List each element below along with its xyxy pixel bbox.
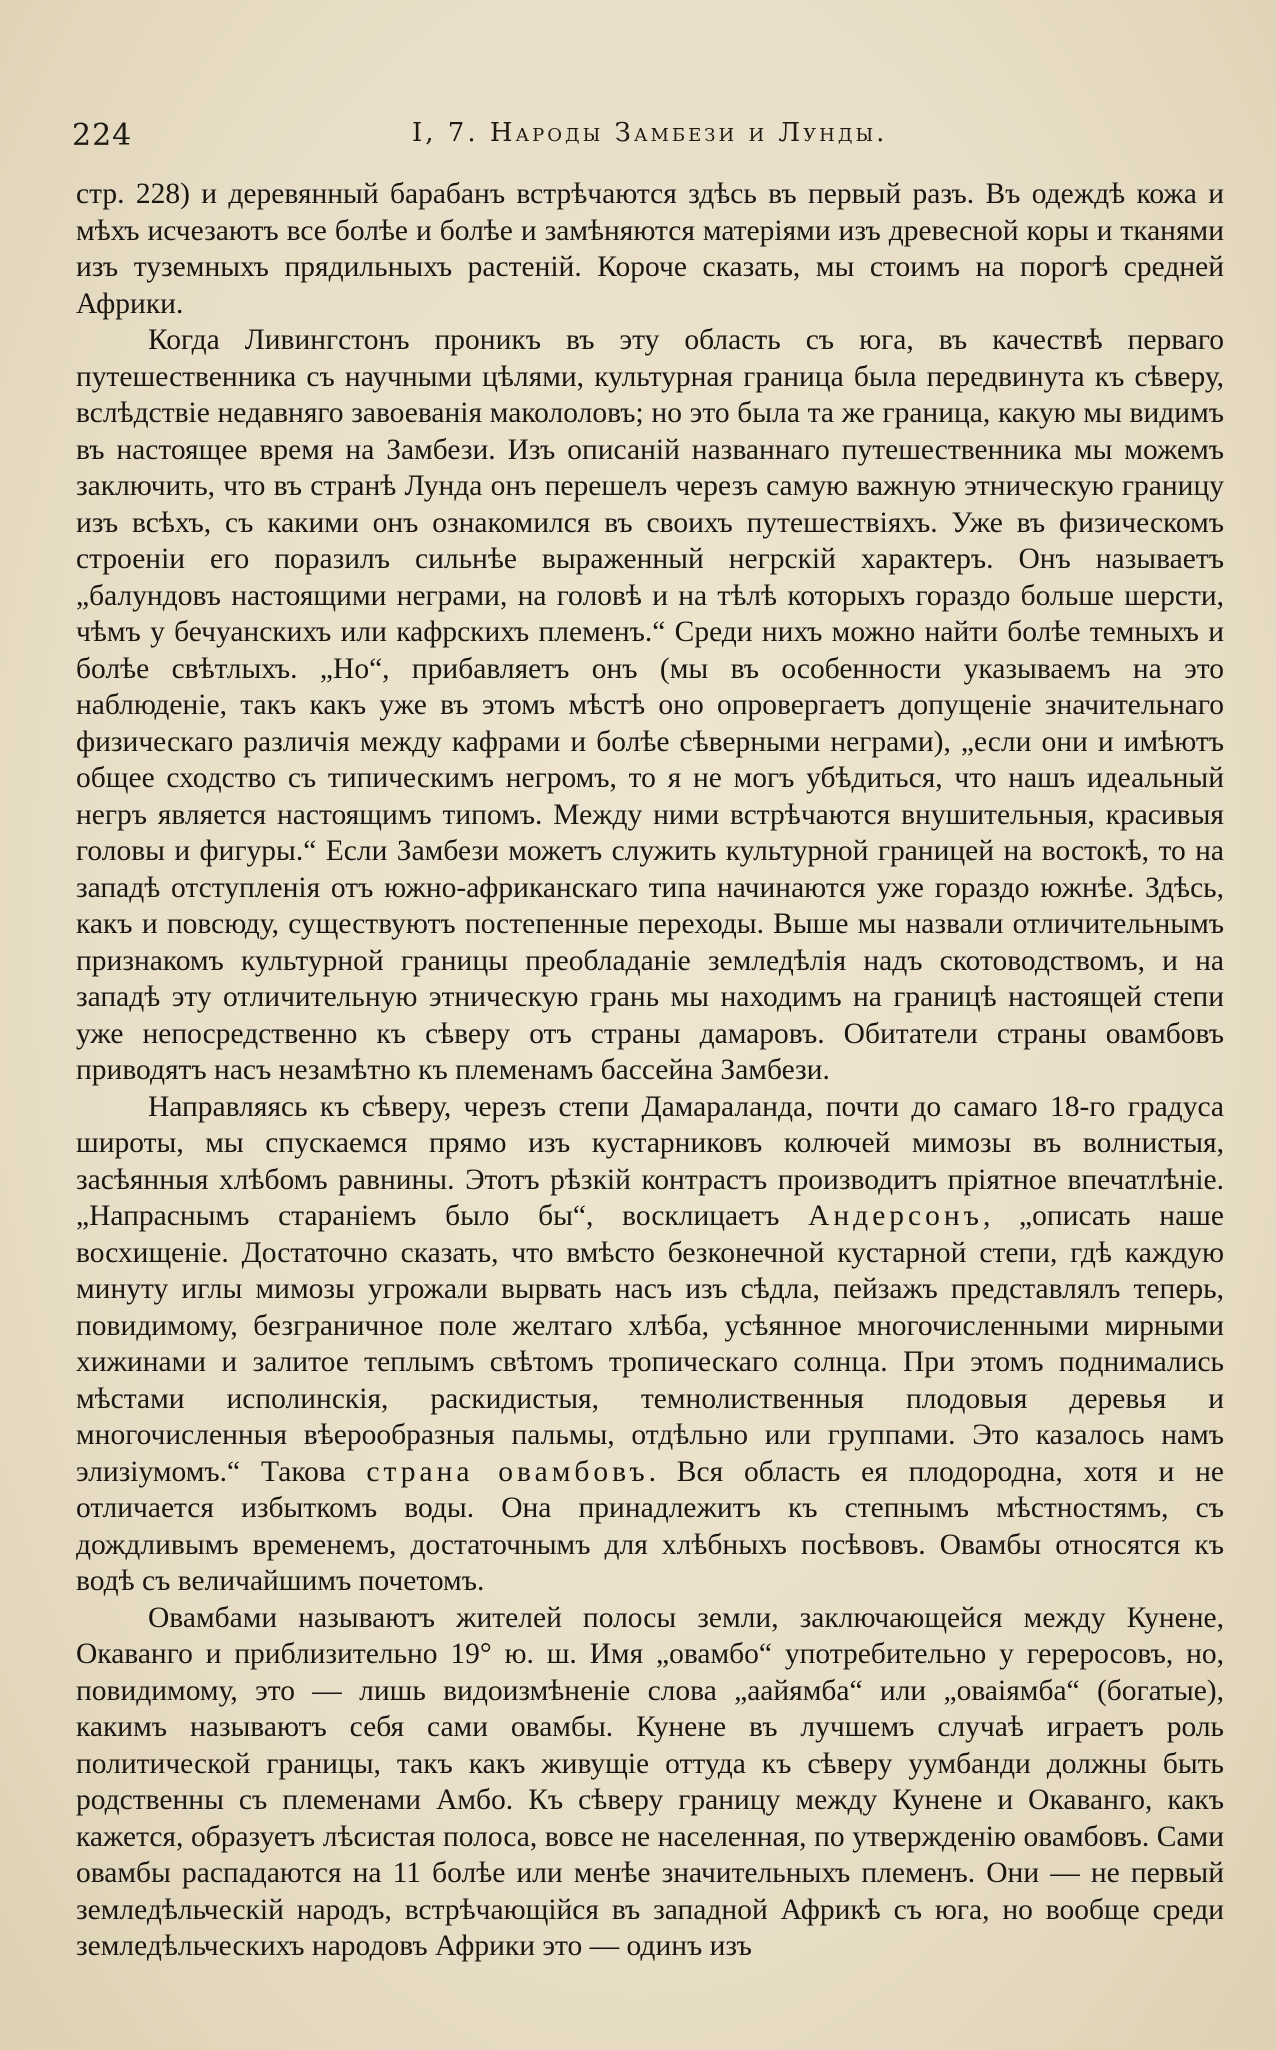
paragraph-text: Овамбами называютъ жителей полосы земли, заключающейся между Кунене, Окаванго и приблизительно 19° ю. ш. Имя „овамбо“ употребительно у гереросовъ, но, повидимому, это — лишь видоизмѣненіе слова „аайямба“ или „оваіямба“ (богатые), какимъ называютъ себя сами овамбы. Кунене въ лучшемъ случаѣ играетъ роль политической границы, такъ какъ живущіе оттуда къ сѣверу уумбанди должны быть родственны съ племенами Амбо. Къ сѣверу границу между Кунене и Окаванго, какъ кажется, образуетъ лѣсистая полоса, вовсе не населенная, по утвержденію овамбовъ. Сами овамбы распадаются на 11 болѣе или менѣе значительныхъ племенъ. Они — не первый земледѣльческій народъ, встрѣчающійся въ западной Африкѣ съ юга, но вообще среди земледѣльческихъ народовъ Африки это — одинъ изъ [76,1601,1224,1962]
paragraph-text: Направляясь къ сѣверу, черезъ степи Дамараланда, почти до самаго 18-го градуса широты, мы спускаемся прямо изъ кустарниковъ колючей мимозы въ волнистыя, засѣянныя хлѣбомъ равнины. Этотъ рѣзкій контрастъ производитъ пріятное впечатлѣніе. „Напраснымъ стараніемъ было бы“, восклицаетъ [76,1090,1224,1232]
page-header [72,118,1232,158]
running-head: I, 7. Народы Замбези и Лунды. [412,118,888,148]
body-text [76,176,1224,1965]
paragraph-text: . Вся область ея плодородна, хотя и не отличается избыткомъ воды. Она принадлежитъ къ степнымъ мѣстностямъ, съ дождливымъ временемъ, достаточнымъ для хлѣбныхъ посѣвовъ. Овамбы относятся къ водѣ съ величайшимъ почетомъ. [76,1455,1224,1597]
paragraph-text: стр. 228) и деревянный барабанъ встрѣчаются здѣсь въ первый разъ. Въ одеждѣ кожа и мѣхъ исчезаютъ все болѣе и болѣе и замѣняются матеріями изъ древесной коры и тканями изъ туземныхъ прядильныхъ растеній. Короче сказать, мы стоимъ на порогѣ средней Африки. [76,178,1224,320]
spaced-name-andersson: Андерсонъ [808,1200,983,1232]
paragraph [76,176,1224,322]
paragraph [76,1089,1224,1600]
page-number: 224 [72,118,133,153]
paragraph [76,1600,1224,1965]
paragraph [76,322,1224,1089]
paragraph-text: , „описать наше восхищеніе. Достаточно сказать, что вмѣсто безконечной кустарной степи, гдѣ каждую минуту иглы мимозы угрожали вырвать насъ изъ сѣдла, пейзажъ представлялъ теперь, повидимому, безграничное поле желтаго хлѣба, усѣянное многочисленными мирными хижинами и залитое теплымъ свѣтомъ тропическаго солнца. При этомъ поднимались мѣстами исполинскія, раскидистыя, темнолиственныя плодовыя деревья и многочисленныя вѣерообразныя пальмы, отдѣльно или группами. Это казалось намъ элизіумомъ.“ Такова [76,1200,1224,1488]
paragraph-text: Когда Ливингстонъ проникъ въ эту область съ юга, въ качествѣ перваго путешественника съ научными цѣлями, культурная граница была передвинута къ сѣверу, вслѣдствіе недавняго завоеванія макололовъ; но это была та же граница, какую мы видимъ въ настоящее время на Замбези. Изъ описаній названнаго путешественника мы можемъ заключить, что въ странѣ Лунда онъ перешелъ черезъ самую важную этническую границу изъ всѣхъ, съ какими онъ ознакомился въ своихъ путешествіяхъ. Уже въ физическомъ строеніи его поразилъ сильнѣе выраженный негрскій характеръ. Онъ называетъ „балундовъ настоящими неграми, на головѣ и на тѣлѣ которыхъ гораздо больше шерсти, чѣмъ у бечуанскихъ или кафрскихъ племенъ.“ Среди нихъ можно найти болѣе темныхъ и болѣе свѣтлыхъ. „Но“, прибавляетъ онъ (мы въ особенности указываемъ на это наблюденіе, такъ какъ уже въ этомъ мѣстѣ оно опровергаетъ допущеніе значительнаго физическаго различія между кафрами и болѣе сѣверными неграми), „если они и имѣютъ общее сходство съ типическимъ негромъ, то я не могъ убѣдиться, что нашъ идеальный негръ является настоящимъ типомъ. Между ними встрѣчаются внушительныя, красивыя головы и фигуры.“ Если Замбези можетъ служить культурной границей на востокѣ, то на западѣ отступленія отъ южно-африканскаго типа начинаются уже гораздо южнѣе. Здѣсь, какъ и повсюду, существуютъ постепенные переходы. Выше мы назвали отличительнымъ признакомъ культурной границы преобладаніе земледѣлія надъ скотоводствомъ, и на западѣ эту отличительную этническую грань мы находимъ на границѣ настоящей степи уже непосредственно къ сѣверу отъ страны дамаровъ. Обитатели страны овамбовъ приводятъ насъ незамѣтно къ племенамъ бассейна Замбези. [76,324,1224,1086]
spaced-term-ovambo-country: страна овамбовъ [366,1455,649,1488]
